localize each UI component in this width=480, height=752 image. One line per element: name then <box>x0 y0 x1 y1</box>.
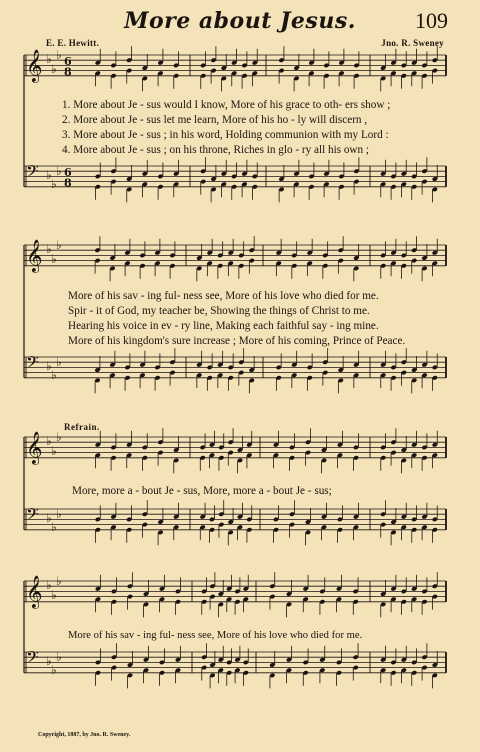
lyricist-credit: E. E. Hewitt. <box>46 38 100 48</box>
flat-icon: ♭ <box>51 444 57 458</box>
flat-icon: ♭ <box>56 650 62 664</box>
flat-icon: ♭ <box>46 434 52 448</box>
treble-clef-icon: 𝄞 <box>26 575 43 608</box>
flat-icon: ♭ <box>51 62 57 76</box>
flat-icon: ♭ <box>56 238 62 252</box>
time-signature-bottom: 8 <box>64 65 72 79</box>
flat-icon: ♭ <box>46 359 52 373</box>
verse-3-line-1: 3. More about Je - sus ; in his word, Holding communion with my Lord : <box>62 129 389 141</box>
treble-clef-icon: 𝄞 <box>26 49 43 82</box>
bass-clef-icon: 𝄢 <box>26 161 39 185</box>
refrain-label: Refrain. <box>64 422 100 432</box>
composer-credit: Jno. R. Sweney <box>381 38 444 48</box>
flat-icon: ♭ <box>56 430 62 444</box>
copyright-notice: Copyright, 1887, by Jno. R. Sweney. <box>38 732 131 738</box>
time-signature-top: 6 <box>64 166 72 179</box>
verse-4-line-2: More of his kingdom's sure increase ; More of his coming, Prince of Peace. <box>68 335 406 347</box>
time-signature-top: 6 <box>64 55 72 68</box>
flat-icon: ♭ <box>56 164 62 178</box>
flat-icon: ♭ <box>46 578 52 592</box>
treble-clef-icon: 𝄞 <box>26 239 43 272</box>
verse-1-line-1: 1. More about Je - sus would I know, More of his grace to oth- ers show ; <box>62 99 391 111</box>
refrain-line-1: More, more a - bout Je - sus, More, more a - bout Je - sus; <box>72 485 332 497</box>
flat-icon: ♭ <box>56 507 62 521</box>
flat-icon: ♭ <box>56 48 62 62</box>
treble-clef-icon: 𝄞 <box>26 431 43 464</box>
verse-2-line-1: 2. More about Je - sus let me learn, More of his ho - ly will discern , <box>62 114 368 126</box>
flat-icon: ♭ <box>51 588 57 602</box>
bass-clef-icon: 𝄢 <box>26 352 39 376</box>
flat-icon: ♭ <box>46 242 52 256</box>
hymn-title: More about Jesus. <box>124 8 356 34</box>
page-number: 109 <box>415 8 448 33</box>
refrain-line-2: More of his sav - ing ful- ness see, More of his love who died for me. <box>68 630 363 641</box>
time-signature-bottom: 8 <box>64 176 72 190</box>
verse-2-line-2: Spir - it of God, my teacher be, Showing the things of Christ to me. <box>68 305 370 317</box>
bass-clef-icon: 𝄢 <box>26 647 39 671</box>
flat-icon: ♭ <box>46 511 52 525</box>
verse-1-line-2: More of his sav - ing ful- ness see, More of his love who died for me. <box>68 290 379 302</box>
verse-3-line-2: Hearing his voice in ev - ry line, Making each faithful say - ing mine. <box>68 320 379 332</box>
flat-icon: ♭ <box>51 663 57 677</box>
bass-clef-icon: 𝄢 <box>26 504 39 528</box>
flat-icon: ♭ <box>51 520 57 534</box>
verse-4-line-1: 4. More about Je - sus ; on his throne, Riches in glo - ry all his own ; <box>62 144 370 156</box>
flat-icon: ♭ <box>51 177 57 191</box>
flat-icon: ♭ <box>56 355 62 369</box>
flat-icon: ♭ <box>51 252 57 266</box>
flat-icon: ♭ <box>51 368 57 382</box>
flat-icon: ♭ <box>56 574 62 588</box>
flat-icon: ♭ <box>46 52 52 66</box>
flat-icon: ♭ <box>46 168 52 182</box>
flat-icon: ♭ <box>46 654 52 668</box>
